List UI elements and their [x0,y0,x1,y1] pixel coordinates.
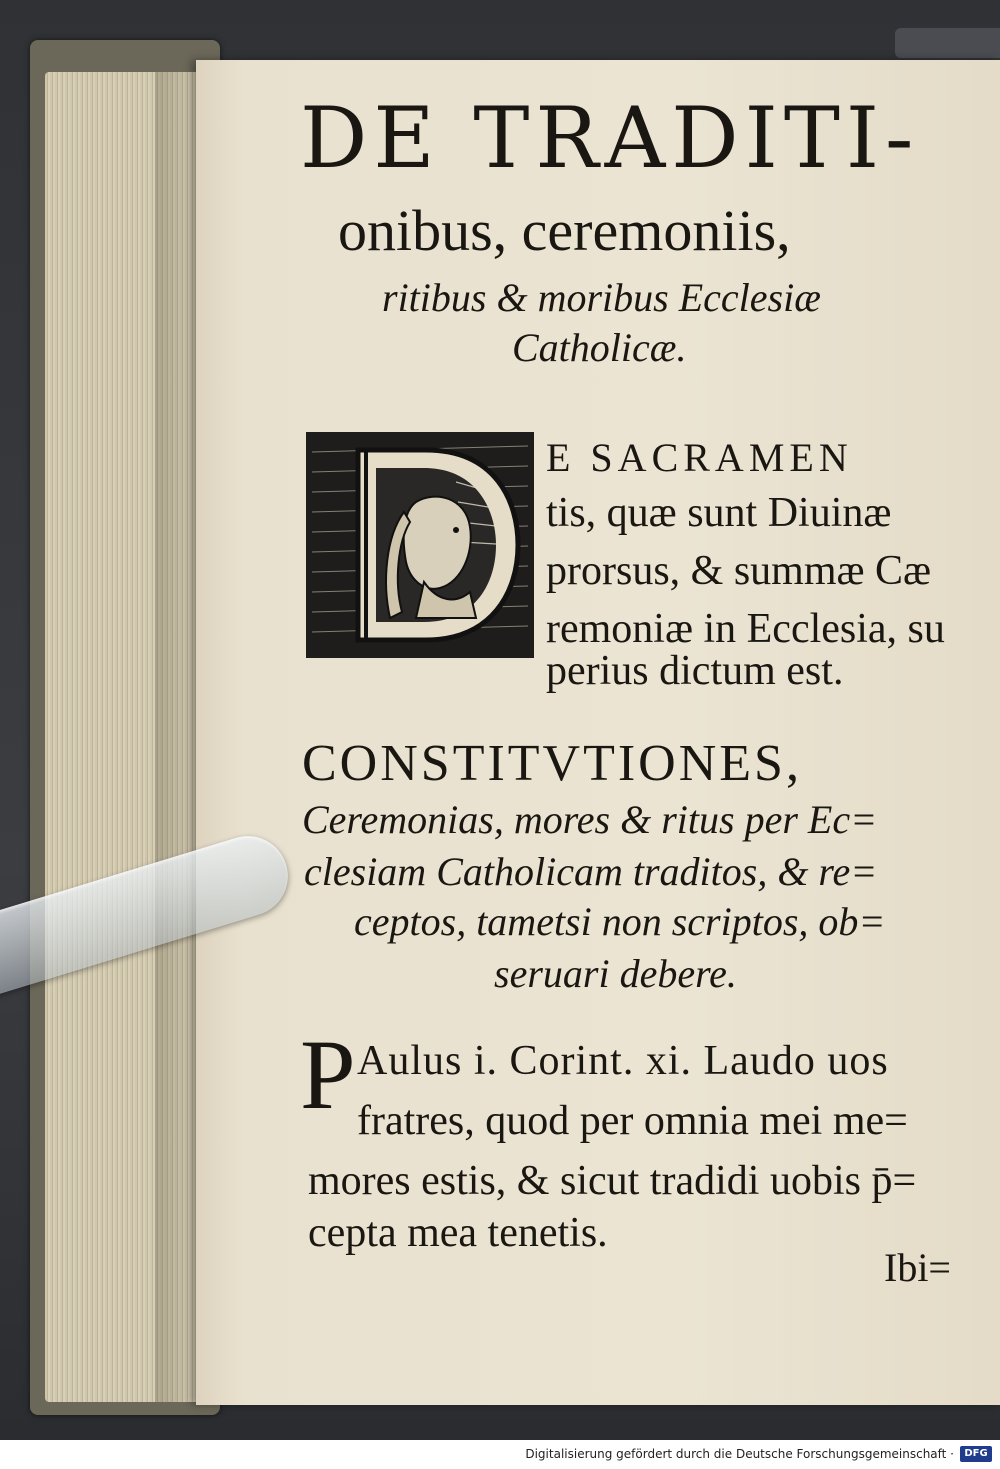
italic-block-line: seruari debere. [494,951,737,996]
italic-title-line-2: Catholicæ. [512,325,687,370]
initial-letter-p: P [300,1019,356,1130]
page-title: DE TRADITI- [300,89,920,187]
italic-block-line: Ceremonias, mores & ritus per Ec= [302,797,878,842]
funding-credit: Digitalisierung gefördert durch die Deutsche Forschungsgemeinschaft · [525,1447,954,1461]
woodcut-initial-d-icon [306,432,534,658]
woodcut-initial-d [306,432,534,658]
paragraph-1-line: perius dictum est. [546,648,844,694]
italic-block-line: clesiam Catholicam traditos, & re= [304,849,878,894]
page-subtitle: onibus, ceremoniis, [338,198,791,263]
italic-block-line: ceptos, tametsi non scriptos, ob= [354,899,886,944]
paragraph-2-line: fratres, quod per omnia mei me= [357,1098,908,1144]
footer-bar [0,1440,1000,1469]
dfg-logo: DFG [960,1446,992,1462]
paragraph-2-line: Aulus i. Corint. xi. Laudo uos [357,1038,889,1084]
paragraph-1-line: tis, quæ sunt Diuinæ [546,490,892,536]
page-fore-edge [45,72,200,1402]
cover-corner [895,28,1000,58]
paragraph-2-line: cepta mea tenetis. [308,1210,608,1256]
paragraph-1-line: prorsus, & summæ Cæ [546,548,932,594]
paragraph-2-line: mores estis, & sicut tradidi uobis p̄= [308,1158,917,1204]
catchword: Ibi= [884,1245,951,1290]
italic-title-line-1: ritibus & moribus Ecclesiæ [382,275,821,320]
paragraph-1-line: remoniæ in Ecclesia, su [546,606,945,652]
paragraph-1-line: E SACRAMEN [546,435,853,480]
section-heading: CONSTITVTIONES, [302,735,802,792]
